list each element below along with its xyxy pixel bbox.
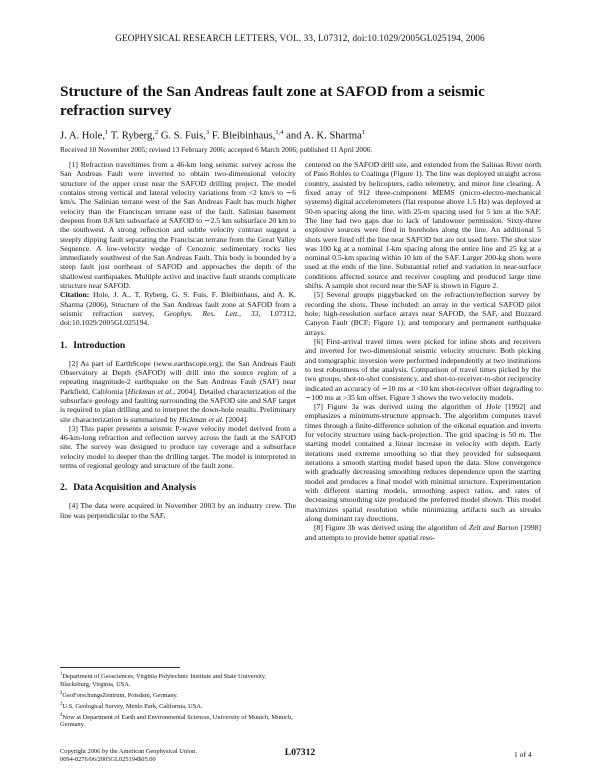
paragraph	[60, 359, 296, 424]
section-heading-data-acquisition	[60, 482, 296, 493]
paragraph-text: First-arrival travel times were picked for inline shots and receivers and inverted for two-dimensional seismic velocity structure. Both picking and tomographic inversion were performed independently at two institutions to test robustness of the analysis. Comparison of travel times picked by the two groups, shot-to-shot consistency, and shot-to-receiver-to-shot reciprocity indicated an accuracy of ∼10 ms at <10 km shot-receiver offset degrading to ∼100 ms at >35 km offset. Figure 3 shows the two velocity models.	[305, 336, 541, 402]
copyright-line: Copyright 2006 by the American Geophysical Union.	[60, 748, 197, 755]
author-affiliation: 1	[361, 129, 366, 136]
citation-ref: Hickman et al.	[127, 386, 174, 396]
citation-tail: L07312, doi:10.1029/2005GL025194.	[60, 309, 296, 328]
footnote-number: 3	[60, 701, 63, 707]
footnote	[60, 690, 296, 700]
issn-line: 0094-8276/06/2005GL025194$05.00	[60, 755, 156, 763]
paragraph-text: This paper presents a seismic P-wave velocity model derived from a 46-km-long refraction and reflection survey across the fault at the SAFOD site. The survey was designed to produce ray coverage and a subsurface velocity model to deeper than the drilling target. The model is interpreted in terms of regional geology and structure of the fault zone.	[60, 423, 297, 471]
author-name: and A. K. Sharma	[286, 130, 362, 142]
paragraph	[305, 402, 541, 523]
footnote	[60, 671, 296, 689]
paragraph-text: , 2004]. Detailed characterization of the subsurface geology and faulting surrounding the SAFOD site and SAF target is required to plan drilling and to interpret the down-hole results. Preliminary site characterization is summarized by	[60, 386, 296, 424]
paragraph-number: [7]	[314, 402, 323, 412]
paragraph-text: Figure 3b was derived using the algorithm of	[325, 523, 469, 533]
footnote-number: 4	[60, 712, 63, 718]
left-column	[60, 160, 296, 520]
paragraph-number: [4]	[69, 501, 78, 511]
right-column	[305, 160, 541, 542]
footnote	[60, 701, 296, 711]
author-name: T. Ryberg,	[110, 130, 155, 142]
article-title: Structure of the San Andreas fault zone at SAFOD from a seismic refraction survey	[60, 83, 485, 119]
section-title: Data Acquisition and Analysis	[73, 482, 197, 494]
footnote-number: 1	[60, 672, 63, 677]
citation-ref: Zelt and Barton	[468, 523, 519, 533]
journal-header: GEOPHYSICAL RESEARCH LETTERS, VOL. 33, L07312, doi:10.1029/2005GL025194, 2006	[115, 33, 485, 43]
received-dates: Received 10 November 2005; revised 13 February 2006; accepted 6 March 2006; published 11 April 2006.	[60, 145, 373, 154]
paragraph-text: Figure 3a was derived using the algorithm of	[327, 402, 487, 412]
author-list	[60, 129, 365, 142]
paragraph	[305, 290, 541, 337]
section-title: Introduction	[73, 339, 126, 351]
paragraph-text: [1998] and attempts to provide better spatial reso-	[305, 523, 541, 542]
paragraph-number: [2]	[69, 358, 78, 368]
citation-journal: Geophys. Res. Lett., 33,	[164, 309, 261, 318]
page-count: 1 of 4	[514, 750, 532, 759]
footnote-divider	[60, 667, 180, 668]
citation	[60, 290, 296, 327]
paragraph-number: [5]	[314, 290, 323, 300]
section-heading-introduction	[60, 340, 296, 351]
paragraph-number: [6]	[314, 336, 323, 346]
footnote-text: Now at Department of Earth and Environmental Sciences, University of Munich, Munich, Germany.	[60, 713, 293, 729]
author-name: J. A. Hole,	[60, 130, 106, 142]
paragraph-text: As part of EarthScope (www.earthscope.org), the San Andreas Fault Observatory at Depth (SAFOD) will drill into the source region of a repeating magnitude-2 earthquake on the San Andreas Fault (SAF) near Parkfield, California [	[60, 358, 296, 396]
paragraph-number: [3]	[69, 423, 78, 433]
citation-ref: Hole	[486, 402, 501, 412]
citation-ref: Hickman et al.	[179, 414, 224, 424]
author-affiliation: 1	[105, 129, 109, 136]
footnote	[60, 712, 296, 730]
paragraph	[60, 424, 296, 471]
paragraph-text: [2004].	[223, 414, 249, 424]
abstract	[60, 160, 296, 290]
section-number: 1.	[60, 339, 68, 351]
paragraph-number: [8]	[314, 523, 323, 533]
citation-text: Hole, J. A., T. Ryberg, G. S. Fuis, F. Bleibinhaus, and A. K. Sharma (2006), Structure of the San Andreas fault zone at SAFOD from a seismic refraction survey,	[60, 290, 296, 318]
footnote-number: 2	[60, 690, 63, 696]
footnote-text: GeoForschungsZentrum, Potsdam, Germany.	[62, 691, 178, 699]
author-affiliation: 1,4	[275, 129, 284, 136]
paragraph-text: [1992] and emphasizes a minimum-structure approach. The algorithm computes travel times through a finite-difference solution of the eikonal equation and inverts for velocity structure using back-projection. The grid spacing is 50 m. The starting model contained a linear increase in velocity with depth. Early iterations used extreme smoothing so that they provided for subsequent iterations a smooth starting model based upon the data. Slow convergence with gradually decreasing smoothing reduces dependence upon the starting model and produces a final model with minimal structure. Experimentation with different starting models, smoothing aspect ratios, and rates of decreasing smoothing size produced the preferred model shown. This model maximizes spatial resolution while minimizing artifacts such as streaks along dominant ray directions.	[305, 402, 541, 523]
section-number: 2.	[60, 482, 68, 494]
paragraph-continued: centered on the SAFOD drill site, and extended from the Salinas River north of Paso Robles to Coalinga (Figure 1). The line was deployed straight across country, assisted by helicopters, radio telemetry, and minor line clearing. A fixed array of 912 three-component MEMS (micro-electro-mechanical systems) digital accelerometers (flat response above 1.5 Hz) was deployed at 50-m spacing along the line, with 25-m spacing used for 5 km at the SAF. The line had two gaps due to lack of landowner permission. Sixty-three explosive sources were fired in boreholes along the line. An additional 5 shots were fired off the line near SAFOD but are not used here. The shot size was 100 kg at a nominal 1-km spacing along the entire line and 25 kg at a nominal 0.5-km spacing within 10 km of the SAF. Larger 200-kg shots were used at the ends of the line. Substantial relief and variation in near-surface conditions affected source and receiver coupling and produced large time shifts. A sample shot record near the SAF is shown in Figure 2.	[305, 160, 541, 291]
paragraph	[305, 523, 541, 542]
paragraph	[305, 337, 541, 402]
footnotes	[60, 671, 296, 730]
paragraph-text: The data were acquired in November 2003 by an industry crew. The line was perpendicular to the SAF,	[60, 501, 296, 520]
paragraph-text: Several groups piggybacked on the refraction/reflection survey by recording the shots. These included: an array in the vertical SAFOD pilot hole; high-resolution surface arrays near SAFOD, the SAF, and Buzzard Canyon Fault (BCF; Figure 1); and temporary and permanent earthquake arrays.	[305, 290, 541, 337]
abstract-text: Refraction traveltimes from a 46-km long seismic survey across the San Andreas Fault were inverted to obtain two-dimensional velocity structure of the upper crust near the SAFOD drilling project. The model contains strong vertical and lateral velocity variations from <2 km/s to ∼6 km/s. The Salinian terrane west of the San Andreas Fault has much higher velocity than the Franciscan terrane east of the fault. Salinian basement deepens from 0.8 km subsurface at SAFOD to ∼2.5 km subsurface 20 km to the southwest. A strong reflection and subtle velocity contrast suggest a steeply dipping fault separating the Franciscan terrane from the Great Valley Sequence. A low-velocity wedge of Cenozoic sedimentary rocks lies immediately southwest of the San Andreas Fault. This body is bounded by a steep fault just northeast of SAFOD and approaches the depth of the shallowest earthquakes. Multiple active and inactive fault strands complicate structure near SAFOD.	[60, 160, 296, 291]
author-affiliation: 2	[154, 129, 159, 136]
paragraph-number: [1]	[69, 160, 78, 169]
paragraph	[60, 501, 296, 520]
author-name: F. Bleibinhaus,	[211, 130, 276, 142]
page-identifier: L07312	[284, 747, 316, 758]
author-name: G. S. Fuis,	[160, 130, 206, 142]
author-affiliation: 3	[205, 129, 210, 136]
footnote-text: U.S. Geological Survey, Menlo Park, California, USA.	[62, 702, 203, 710]
footnote-text: Department of Geosciences, Virginia Polytechnic Institute and State University, Blacksburg, Virginia, USA.	[60, 673, 267, 688]
citation-label: Citation:	[60, 290, 90, 300]
